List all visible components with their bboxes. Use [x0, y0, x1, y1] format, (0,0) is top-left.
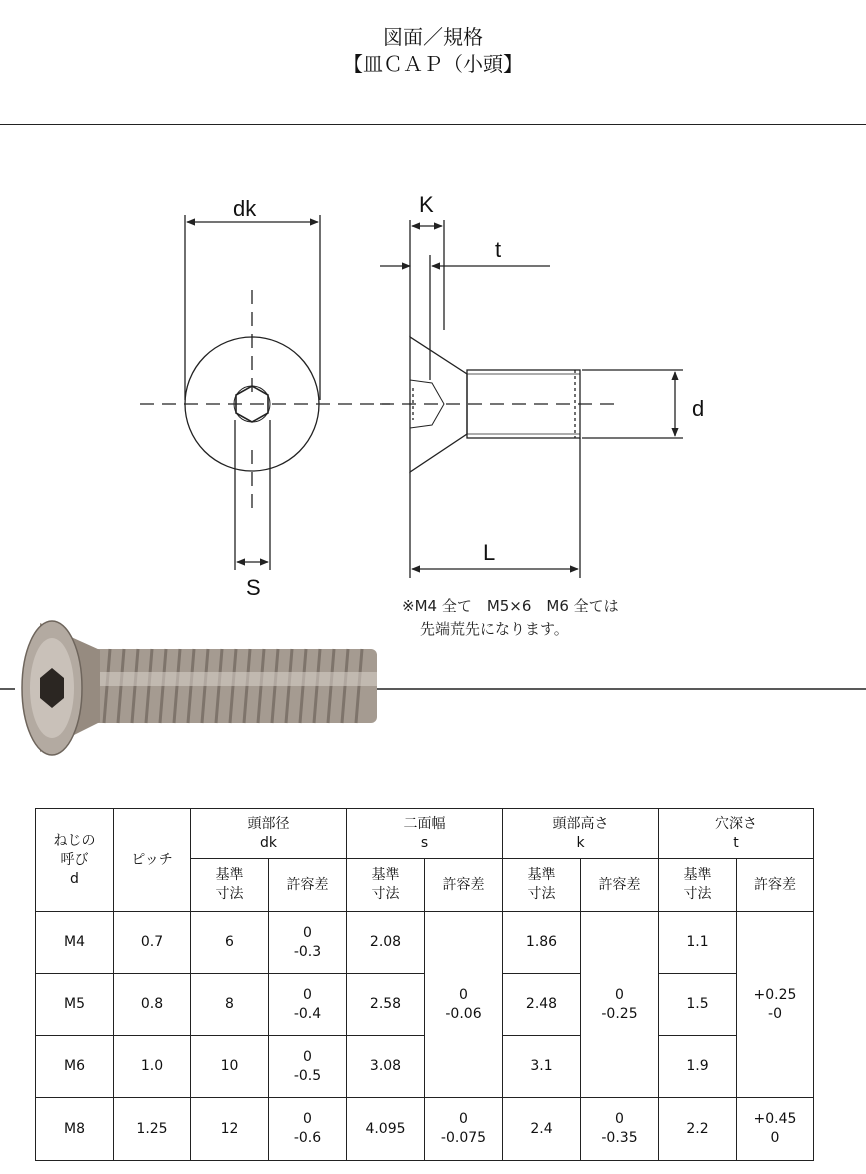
table-cell: 2.48	[503, 974, 581, 1036]
label-t: t	[495, 237, 502, 262]
table-cell: M5	[36, 974, 114, 1036]
table-cell: 8	[191, 974, 269, 1036]
header-across-flats: 二面幅 s	[347, 809, 503, 859]
page-subtitle: 【皿ＣＡＰ（小頭】	[343, 52, 523, 76]
k-tolerance-common: 0 -0.25	[581, 912, 659, 1098]
table-cell: 1.9	[659, 1036, 737, 1098]
label-k: K	[419, 192, 434, 217]
screw-photo	[22, 621, 377, 755]
page-title: 図面／規格	[383, 25, 483, 49]
table-row	[36, 912, 814, 974]
header-head-height: 頭部高さ k	[503, 809, 659, 859]
table-cell: 0.8	[114, 974, 191, 1036]
label-dk: dk	[233, 196, 257, 221]
subheader-basic: 基準 寸法	[347, 859, 425, 912]
table-cell: 1.86	[503, 912, 581, 974]
table-cell: 2.58	[347, 974, 425, 1036]
table-cell: 0 -0.6	[269, 1098, 347, 1161]
table-cell: 1.25	[114, 1098, 191, 1161]
s-tolerance-common: 0 -0.06	[425, 912, 503, 1098]
spec-table	[35, 808, 814, 1161]
table-cell: 2.4	[503, 1098, 581, 1161]
table-cell: 1.5	[659, 974, 737, 1036]
label-s: S	[246, 575, 261, 600]
subheader-basic: 基準 寸法	[659, 859, 737, 912]
subheader-tolerance: 許容差	[425, 859, 503, 912]
table-cell: 12	[191, 1098, 269, 1161]
table-cell: 1.1	[659, 912, 737, 974]
table-cell: 4.095	[347, 1098, 425, 1161]
table-cell: M4	[36, 912, 114, 974]
subheader-tolerance: 許容差	[581, 859, 659, 912]
table-cell: 2.08	[347, 912, 425, 974]
table-cell: 0 -0.075	[425, 1098, 503, 1161]
header-head-diameter: 頭部径 dk	[191, 809, 347, 859]
table-cell: 2.2	[659, 1098, 737, 1161]
table-cell: 3.1	[503, 1036, 581, 1098]
table-cell: 3.08	[347, 1036, 425, 1098]
subheader-tolerance: 許容差	[269, 859, 347, 912]
header-pitch: ピッチ	[114, 809, 191, 912]
label-l: L	[483, 540, 496, 565]
table-row	[36, 1098, 814, 1161]
table-cell: 10	[191, 1036, 269, 1098]
subheader-basic: 基準 寸法	[503, 859, 581, 912]
header-thread-size: ねじの 呼び d	[36, 809, 114, 912]
t-tolerance-common: +0.25 -0	[737, 912, 814, 1098]
table-cell: +0.45 0	[737, 1098, 814, 1161]
table-cell: 0 -0.4	[269, 974, 347, 1036]
subheader-tolerance: 許容差	[737, 859, 814, 912]
table-cell: 0 -0.3	[269, 912, 347, 974]
table-cell: 6	[191, 912, 269, 974]
table-cell: 0 -0.5	[269, 1036, 347, 1098]
header-hole-depth: 穴深さ t	[659, 809, 814, 859]
subheader-basic: 基準 寸法	[191, 859, 269, 912]
table-cell: 0 -0.35	[581, 1098, 659, 1161]
table-cell: M8	[36, 1098, 114, 1161]
table-cell: M6	[36, 1036, 114, 1098]
label-d: d	[692, 396, 705, 421]
table-cell: 0.7	[114, 912, 191, 974]
table-cell: 1.0	[114, 1036, 191, 1098]
note-line-2: 先端荒先になります。	[420, 620, 569, 638]
note-line-1: ※M4 全て M5×6 M6 全ては	[402, 597, 619, 615]
